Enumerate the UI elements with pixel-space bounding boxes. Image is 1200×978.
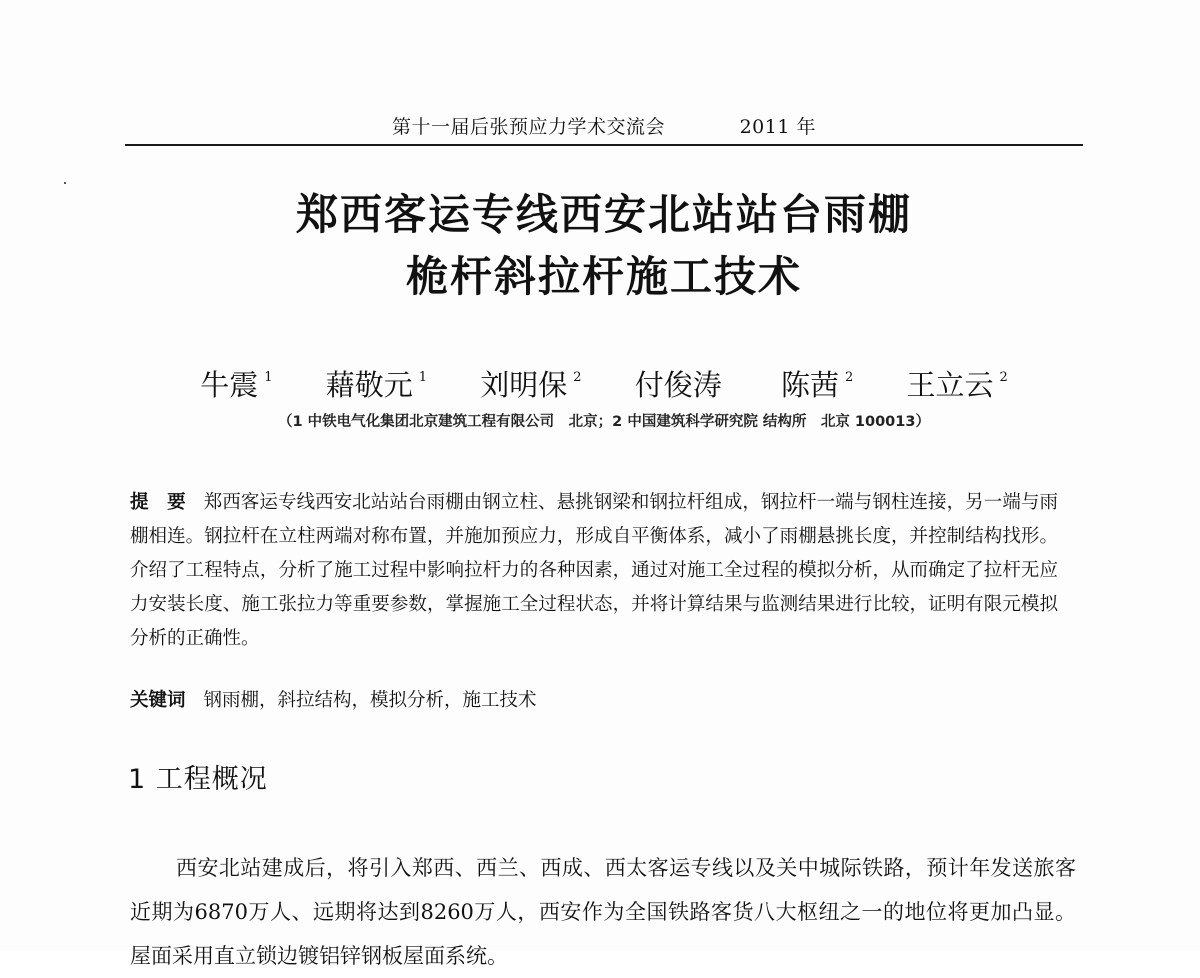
- keywords: [130, 684, 1058, 718]
- abstract-label: 提 要: [130, 492, 186, 513]
- author: [480, 356, 581, 407]
- section-heading: 1 工程概况: [128, 764, 268, 795]
- author-name: 藉敬元: [325, 368, 413, 402]
- running-header: [125, 112, 1083, 146]
- author: [781, 356, 853, 407]
- paper-title: [125, 184, 1083, 308]
- author-affiliation-mark: 2: [573, 370, 582, 385]
- conference-name: 第十一届后张预应力学术交流会: [392, 116, 666, 138]
- author-name: 牛震: [200, 368, 259, 402]
- affiliation: （1 中铁电气化集团北京建筑工程有限公司 北京；2 中国建筑科学研究院 结构所 北京 100013）: [278, 414, 930, 430]
- author: [326, 356, 427, 407]
- author-list: [125, 356, 1083, 407]
- author-name: 刘明保: [480, 368, 568, 402]
- author-name: 陈茜: [780, 368, 839, 402]
- author-name: 付俊涛: [634, 368, 722, 402]
- author: [200, 356, 272, 407]
- author-affiliation-mark: 2: [999, 370, 1008, 385]
- author: [635, 356, 728, 407]
- title-line-1: 郑西客运专线西安北站站台雨棚: [295, 190, 912, 239]
- author-affiliation-mark: 2: [845, 370, 854, 385]
- author-name: 王立云: [906, 368, 994, 402]
- keywords-text: 钢雨棚，斜拉结构，模拟分析，施工技术: [203, 690, 537, 711]
- title-line-2: 桅杆斜拉杆施工技术: [405, 252, 802, 301]
- author: [907, 356, 1008, 407]
- keywords-label: 关键词: [130, 690, 186, 711]
- body-paragraph: 西安北站建成后，将引入郑西、西兰、西成、西太客运专线以及关中城际铁路，预计年发送旅客近期为6870万人、远期将达到8260万人，西安作为全国铁路客货八大枢纽之一的地位将更加凸显。屋面采用直立锁边镀铝锌钢板屋面系统。: [130, 856, 1076, 968]
- conference-year: 2011 年: [739, 116, 816, 138]
- scan-speck: [64, 182, 66, 184]
- author-affiliation-mark: 1: [418, 370, 428, 385]
- author-affiliation-mark: 1: [264, 370, 273, 385]
- abstract-text: 郑西客运专线西安北站站台雨棚由钢立柱、悬挑钢梁和钢拉杆组成，钢拉杆一端与钢柱连接，另一端与雨棚相连。钢拉杆在立柱两端对称布置，并施加预应力，形成自平衡体系，减小了雨棚悬挑长度，并控制结构找形。介绍了工程特点，分析了施工过程中影响拉杆力的各种因素，通过对施工全过程的模拟分析，从而确定了拉杆无应力安装长度、施工张拉力等重要参数，掌握施工全过程状态，并将计算结果与监测结果进行比较，证明有限元模拟分析的正确性。: [130, 492, 1058, 649]
- abstract: [130, 486, 1058, 656]
